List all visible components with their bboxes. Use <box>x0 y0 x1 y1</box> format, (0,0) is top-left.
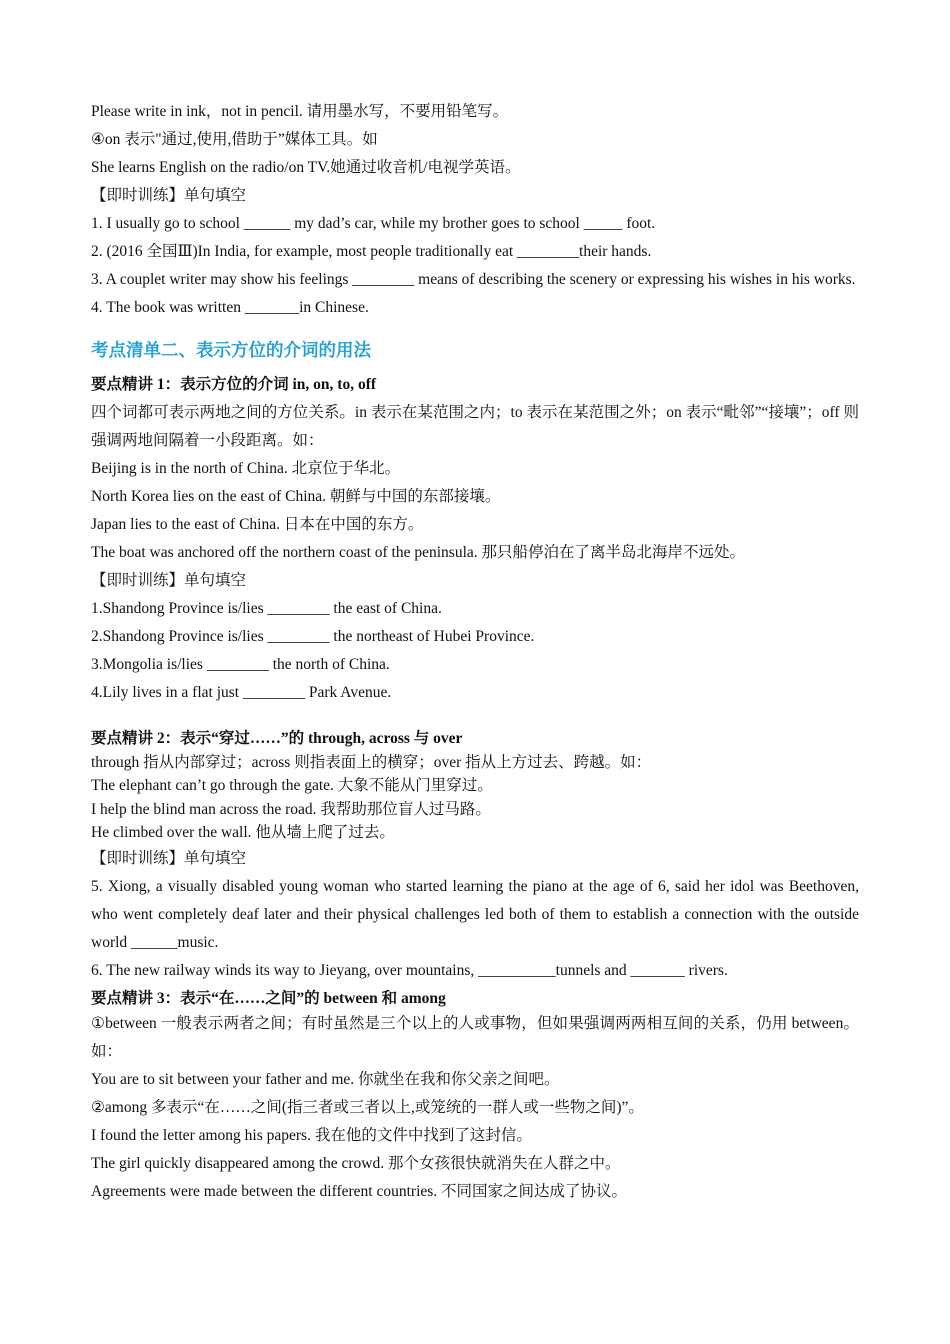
point-description: through 指从内部穿过；across 则指表面上的横穿；over 指从上方过去、跨越。如： <box>91 753 652 771</box>
exercise-item: 4.Lily lives in a flat just ________ Park Avenue. <box>91 684 392 701</box>
example-sentence: I found the letter among his papers. 我在他的文件中找到了这封信。 <box>91 1127 532 1144</box>
exercise-item: 2.Shandong Province is/lies ________ the northeast of Hubei Province. <box>91 628 535 645</box>
example-sentence: The elephant can’t go through the gate. 大象不能从门里穿过。 <box>91 777 493 794</box>
document-page <box>91 98 859 1206</box>
exercise-item: 6. The new railway winds its way to Jieyang, over mountains, __________tunnels and _______ rivers. <box>91 961 728 979</box>
exercise-item: 1.Shandong Province is/lies ________ the east of China. <box>91 600 442 617</box>
intro-line-2: ④on 表示"通过,使用,借助于”媒体工具。如 <box>91 131 378 148</box>
example-sentence: The boat was anchored off the northern coast of the peninsula. 那只船停泊在了离半岛北海岸不远处。 <box>91 544 746 561</box>
example-sentence: The girl quickly disappeared among the crowd. 那个女孩很快就消失在人群之中。 <box>91 1155 621 1172</box>
example-sentence: Japan lies to the east of China. 日本在中国的东方。 <box>91 516 424 533</box>
section-title: 考点清单二、表示方位的介词的用法 <box>91 341 371 361</box>
example-sentence: North Korea lies on the east of China. 朝鲜与中国的东部接壤。 <box>91 488 501 505</box>
spacer <box>91 707 859 727</box>
exercise-item: 3.Mongolia is/lies ________ the north of China. <box>91 656 390 673</box>
example-sentence: He climbed over the wall. 他从墙上爬了过去。 <box>91 824 395 841</box>
exercise-item: 2. (2016 全国Ⅲ)In India, for example, most people traditionally eat ________their hands. <box>91 243 652 260</box>
exercise-item: 3. A couplet writer may show his feelings ________ means of describing the scenery or expressing his wishes in his works. <box>91 271 856 288</box>
point-description: ①between 一般表示两者之间；有时虽然是三个以上的人或事物，但如果强调两两相互间的关系，仍用 between。如： <box>91 1015 859 1060</box>
point-heading: 要点精讲 3：表示“在……之间”的 between 和 among <box>91 989 446 1007</box>
example-sentence: You are to sit between your father and me. 你就坐在我和你父亲之间吧。 <box>91 1071 560 1088</box>
intro-line-1: Please write in ink，not in pencil. 请用墨水写，不要用铅笔写。 <box>91 103 509 120</box>
example-sentence: Beijing is in the north of China. 北京位于华北。 <box>91 460 401 477</box>
exercise-item: 5. Xiong, a visually disabled young woman who started learning the piano at the age of 6, said her idol was Beethoven, who went completely deaf later and their physical challenges led both of them to establish a connection with the outside world ______music. <box>91 877 859 951</box>
example-sentence: I help the blind man across the road. 我帮助那位盲人过马路。 <box>91 800 491 818</box>
exercise-item: 1. I usually go to school ______ my dad’s car, while my brother goes to school _____ foot. <box>91 215 656 232</box>
point-heading: 要点精讲 2：表示“穿过……”的 through, across 与 over <box>91 730 463 747</box>
practice-label: 【即时训练】单句填空 <box>91 187 247 204</box>
example-sentence: Agreements were made between the different countries. 不同国家之间达成了协议。 <box>91 1183 628 1200</box>
point-description: ②among 多表示“在……之间(指三者或三者以上,或笼统的一群人或一些物之间)”。 <box>91 1099 644 1116</box>
practice-label: 【即时训练】单句填空 <box>91 849 247 867</box>
practice-label: 【即时训练】单句填空 <box>91 572 247 589</box>
intro-line-3: She learns English on the radio/on TV.她通过收音机/电视学英语。 <box>91 159 521 176</box>
point-description: 四个词都可表示两地之间的方位关系。in 表示在某范围之内；to 表示在某范围之外；on 表示“毗邻”“接壤”；off 则强调两地间隔着一小段距离。如： <box>91 404 859 449</box>
exercise-item: 4. The book was written _______in Chinese. <box>91 299 369 316</box>
point-heading: 要点精讲 1：表示方位的介词 in, on, to, off <box>91 376 377 393</box>
